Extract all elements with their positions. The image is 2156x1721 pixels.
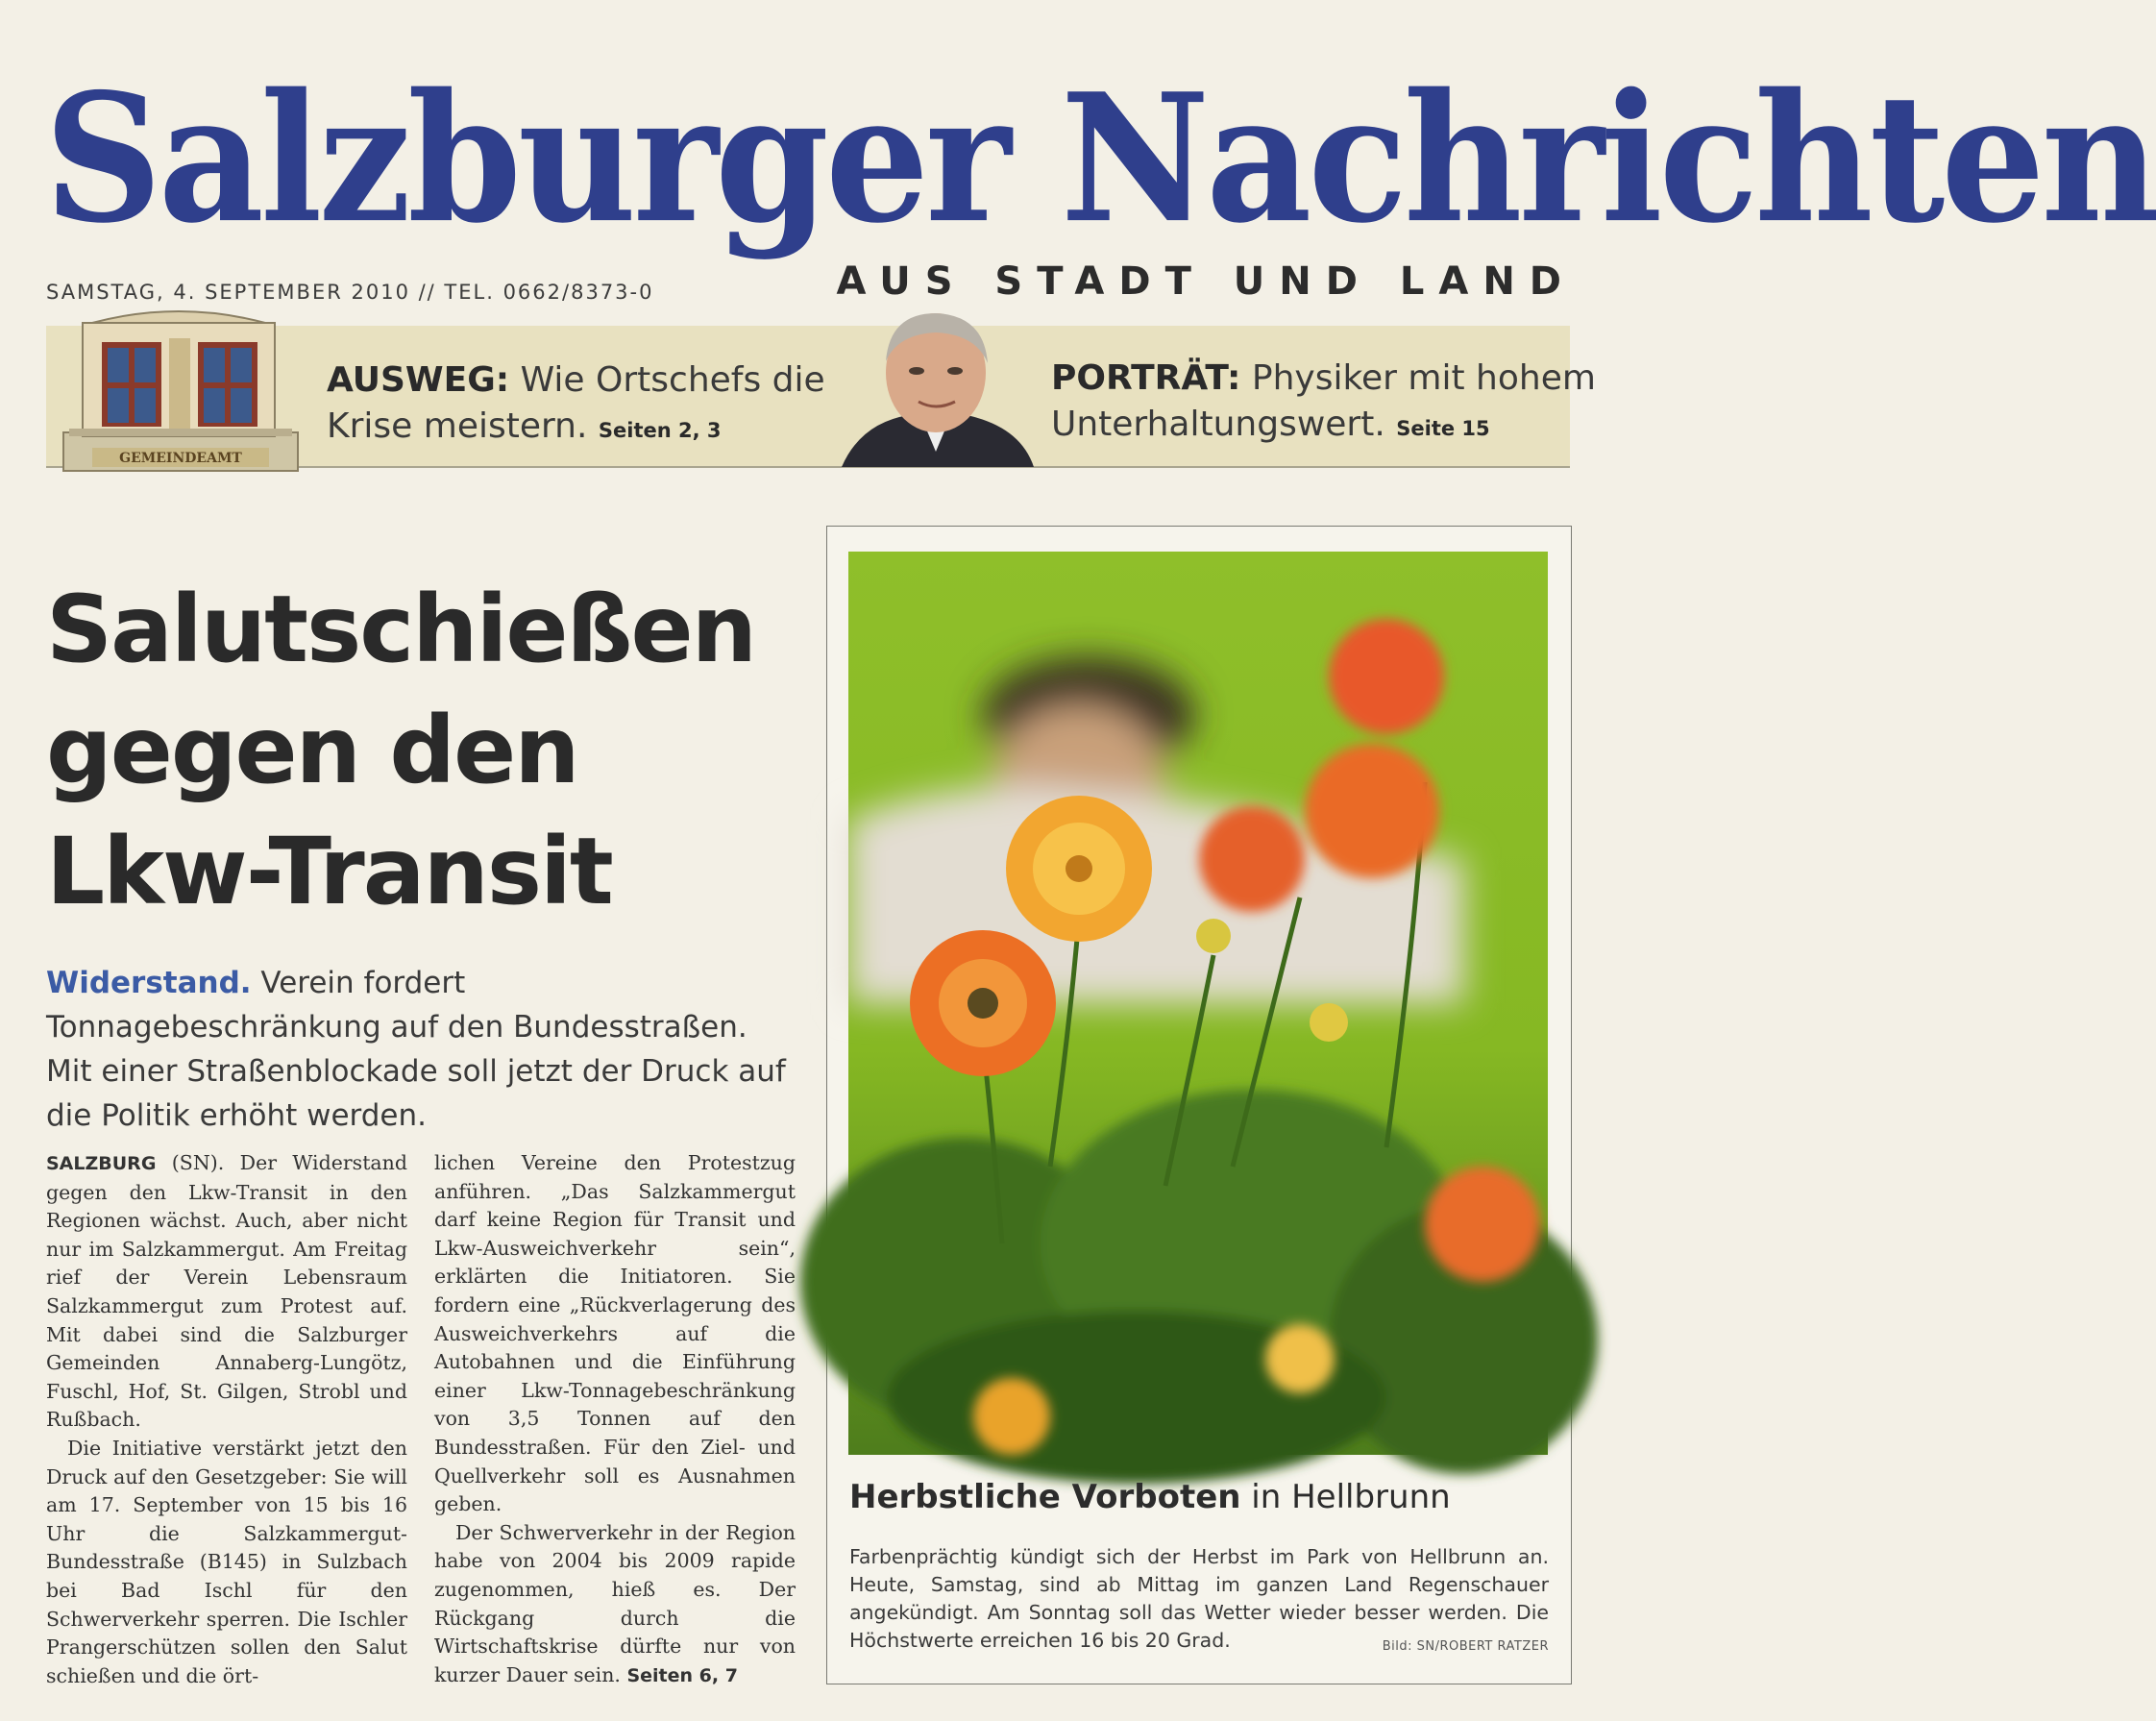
caption-title-bold: Herbstliche Vorboten — [849, 1478, 1241, 1516]
newspaper-masthead: Salzburger Nachrichten — [44, 55, 2156, 263]
body-paragraph: Die Initiative verstärkt jetzt den Druck auf den Gesetzgeber: Sie will am 17. September von 15 bis 16 Uhr die Salzkammergut-Bundesstraße (B145) in Sulzbach bei Bad Ischl für den Schwerverkehr sperren. Die Ischler Prangerschützen sollen den Salut schießen und die ört- — [46, 1436, 407, 1687]
dahlia-flowers-photo — [848, 552, 1548, 1455]
article-subhead — [46, 961, 796, 1138]
photo-caption-title — [849, 1478, 1451, 1516]
body-paragraph: lichen Vereine den Protestzug anführen. „Das Salzkammergut darf keine Region für Transit und Lkw-Ausweichverkehr sein“, erklärten die Initiatoren. Sie fordern eine „Rückverlagerung des Ausweichverkehrs auf die Autobahnen und die Einführung einer Lkw-Tonnagebeschränkung von 3,5 Tonnen auf den Bundesstraßen. Für den Ziel- und Quellverkehr soll es Ausnahmen geben. — [434, 1151, 796, 1516]
teaser-text-line: Krise meistern. — [327, 406, 588, 446]
body-text: (SN). Der Widerstand gegen den Lkw-Transit in den Regionen wächst. Auch, aber nicht nur im Salzkammergut. Am Freitag rief der Verein Lebensraum Salzkammergut zum Protest auf. Mit dabei sind die Salzburger Gemeinden Annaberg-Lungötz, Fuschl, Hof, St. Gilgen, Strobl und Rußbach. — [46, 1151, 407, 1432]
photo-caption-text: Farbenprächtig kündigt sich der Herbst im Park von Hellbrunn an. Heute, Samstag, sind ab Mittag im ganzen Land Regenschauer angekündigt. Am Sonntag soll das Wetter wieder besser werden. Die Höchstwerte erreichen 16 bis 20 Grad. — [849, 1545, 1549, 1652]
issue-dateline: SAMSTAG, 4. SEPTEMBER 2010 // TEL. 0662/8373-0 — [46, 281, 654, 304]
headline-line: Salutschießen — [46, 576, 755, 683]
article-dateline: SALZBURG — [46, 1153, 157, 1174]
teaser-lead: PORTRÄT: — [1051, 358, 1241, 398]
teaser-text-line: Unterhaltungswert. — [1051, 405, 1385, 444]
body-text: Der Schwerverkehr in der Region habe von 2004 bis 2009 rapide zugenommen, hieß es. Der Rückgang durch die Wirtschaftskrise dürfte nur von kurzer Dauer sein. — [434, 1520, 796, 1686]
teaser-page-ref: Seite 15 — [1396, 417, 1490, 440]
teaser-text-line: Physiker mit hohem — [1251, 358, 1596, 398]
article-headline — [46, 569, 776, 932]
headline-line: gegen den — [46, 697, 578, 804]
teaser-text-line: Wie Ortschefs die — [520, 360, 825, 400]
teaser-portraet[interactable] — [1051, 356, 1596, 452]
headline-line: Lkw-Transit — [46, 818, 612, 925]
physicist-portrait — [832, 307, 1041, 467]
teaser-ausweg[interactable] — [327, 357, 825, 454]
photo-credit: Bild: SN/ROBERT RATZER — [1382, 1639, 1549, 1654]
building-sign: GEMEINDEAMT — [119, 451, 242, 466]
subhead-text: Verein fordert Tonnagebeschränkung auf den Bundesstraßen. Mit einer Straßenblockade soll jetzt der Druck auf die Politik erhöht werden. — [46, 966, 786, 1133]
article-column-2 — [434, 1149, 796, 1690]
article-column-1 — [46, 1149, 407, 1690]
article-kicker: Widerstand. — [46, 966, 252, 1000]
article-page-ref: Seiten 6, 7 — [626, 1664, 738, 1686]
caption-title-rest: in Hellbrunn — [1251, 1478, 1451, 1516]
teaser-lead: AUSWEG: — [327, 360, 510, 400]
section-title: AUS STADT UND LAND — [836, 259, 1576, 304]
town-hall-illustration — [63, 306, 298, 475]
teaser-page-ref: Seiten 2, 3 — [598, 419, 722, 442]
